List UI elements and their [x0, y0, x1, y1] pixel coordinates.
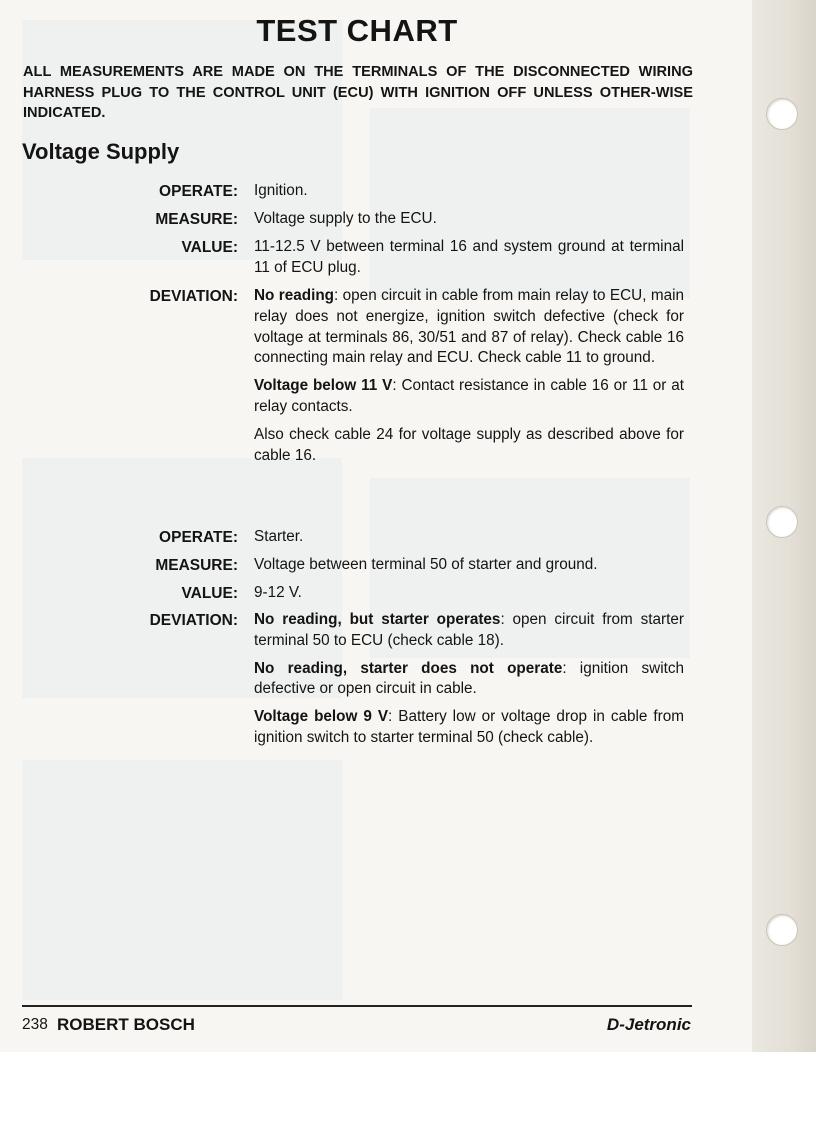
intro-notice: ALL MEASUREMENTS ARE MADE ON THE TERMINALS OF THE DISCONNECTED WIRING HARNESS PLUG TO THE CONTROL UNIT (ECU) WITH IGNITION OFF UNLESS OTHER-WISE INDICATED.: [23, 64, 693, 121]
test1-deviation-list: [254, 286, 684, 473]
deviation-item: Voltage below 9 V: Battery low or voltage drop in cable from ignition switch to starter terminal 50 (check cable).: [254, 708, 684, 746]
punch-hole: [766, 914, 798, 946]
test1-value-text: 11-12.5 V between terminal 16 and system ground at terminal 11 of ECU plug.: [254, 238, 684, 276]
page-title: TEST CHART: [256, 13, 458, 48]
show-through-photo: [22, 760, 342, 1000]
deviation-item: Also check cable 24 for voltage supply as described above for cable 16.: [254, 425, 684, 464]
test2-value-text: 9-12 V.: [254, 584, 302, 601]
deviation-item: No reading: open circuit in cable from main relay to ECU, main relay does not energize, ignition switch defective (check for voltage at terminals 86, 30/51 and 87 of relay). Check cable 16 connecting main relay and ECU. Check cable 11 to ground.: [254, 287, 684, 367]
deviation-label: DEVIATION:: [149, 288, 238, 305]
value-label: VALUE:: [181, 585, 238, 602]
section-heading: Voltage Supply: [22, 139, 180, 164]
value-label: VALUE:: [181, 239, 238, 256]
test2-deviation-list: [254, 610, 684, 756]
test1-measure-value: Voltage supply to the ECU.: [254, 210, 437, 227]
test2-measure-value: Voltage between terminal 50 of starter and ground.: [254, 556, 598, 573]
deviation-item: No reading, but starter operates: open circuit from starter terminal 50 to ECU (check cable 18).: [254, 611, 684, 649]
punch-hole: [766, 506, 798, 538]
operate-label: OPERATE:: [159, 183, 238, 200]
deviation-label: DEVIATION:: [149, 612, 238, 629]
page-number: 238: [22, 1016, 48, 1033]
product-name: D-Jetronic: [606, 1015, 691, 1034]
deviation-item: Voltage below 11 V: Contact resistance in cable 16 or 11 or at relay contacts.: [254, 377, 684, 415]
footer-rule: [22, 1005, 692, 1007]
punch-hole: [766, 98, 798, 130]
deviation-item: No reading, starter does not operate: ignition switch defective or open circuit in cable.: [254, 659, 685, 698]
test2-operate-value: Starter.: [254, 528, 304, 545]
brand-name: ROBERT BOSCH: [57, 1015, 195, 1034]
measure-label: MEASURE:: [155, 557, 238, 574]
test1-operate-value: Ignition.: [254, 182, 308, 199]
measure-label: MEASURE:: [155, 211, 238, 228]
operate-label: OPERATE:: [159, 529, 238, 546]
